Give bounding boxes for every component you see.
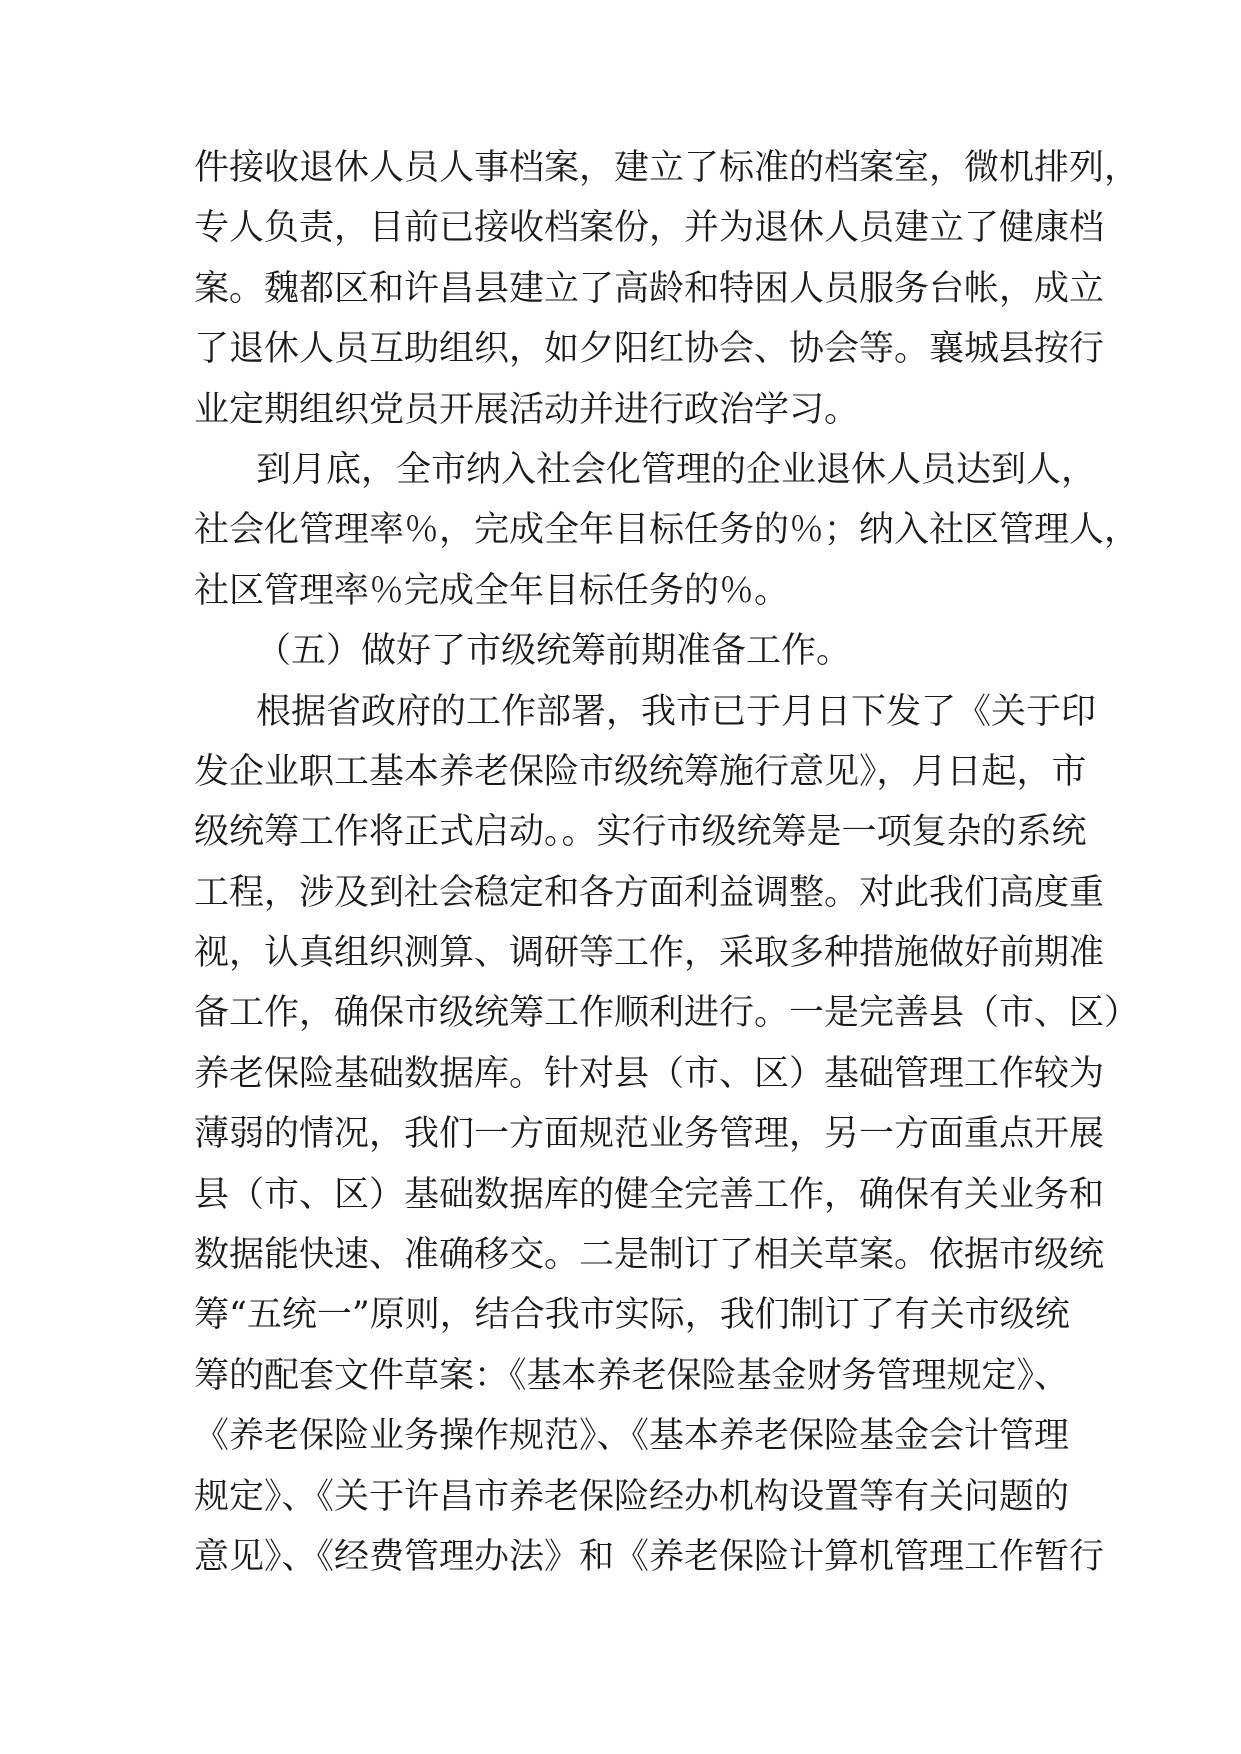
text-line: 业定期组织党员开展活动并进行政治学习。 xyxy=(194,389,860,430)
text-line: 件接收退休人员人事档案，建立了标准的档案室，微机排列， xyxy=(194,148,1140,188)
text-line: 备工作，确保市级统筹工作顺利进行。一是完善县（市、区） xyxy=(194,993,1140,1034)
text-line: 了退休人员互助组织，如夕阳红协会、协会等。襄城县按行 xyxy=(194,329,1105,370)
text-line: 县（市、区）基础数据库的健全完善工作，确保有关业务和 xyxy=(194,1174,1105,1215)
text-line: 意见》、《经费管理办法》和《养老保险计算机管理工作暂行 xyxy=(194,1536,1105,1577)
text-line: 筹的配套文件草案：《基本养老保险基金财务管理规定》、 xyxy=(194,1355,1070,1396)
paragraph-first-line: 到月底，全市纳入社会化管理的企业退休人员达到人， xyxy=(256,449,1097,490)
text-line: 社区管理率％完成全年目标任务的％。 xyxy=(194,570,790,611)
section-heading: （五）做好了市级统筹前期准备工作。 xyxy=(256,631,852,672)
text-line: 工程，涉及到社会稳定和各方面利益调整。对此我们高度重 xyxy=(194,872,1105,913)
text-line: 规定》、《关于许昌市养老保险经办机构设置等有关问题的 xyxy=(194,1476,1070,1517)
text-line: 视，认真组织测算、调研等工作，采取多种措施做好前期准 xyxy=(194,933,1105,974)
text-line: 发企业职工基本养老保险市级统筹施行意见》，月日起，市 xyxy=(194,751,1087,792)
paragraph-first-line: 根据省政府的工作部署，我市已于月日下发了《关于印 xyxy=(256,691,1097,732)
text-line: 社会化管理率％，完成全年目标任务的％；纳入社区管理人， xyxy=(194,510,1140,551)
body-text xyxy=(194,138,1140,1587)
text-line: 数据能快速、准确移交。二是制订了相关草案。依据市级统 xyxy=(194,1235,1105,1276)
text-line: 级统筹工作将正式启动。。实行市级统筹是一项复杂的系统 xyxy=(194,812,1087,853)
text-line: 筹“五统一”原则，结合我市实际，我们制订了有关市级统 xyxy=(194,1295,1070,1336)
text-line: 养老保险基础数据库。针对县（市、区）基础管理工作较为 xyxy=(194,1053,1105,1094)
text-line: 案。魏都区和许昌县建立了高龄和特困人员服务台帐，成立 xyxy=(194,268,1105,309)
text-line: 《养老保险业务操作规范》、《基本养老保险基金会计管理 xyxy=(194,1416,1070,1457)
text-line: 薄弱的情况，我们一方面规范业务管理，另一方面重点开展 xyxy=(194,1114,1105,1155)
text-line: 专人负责，目前已接收档案份，并为退休人员建立了健康档 xyxy=(194,208,1105,249)
